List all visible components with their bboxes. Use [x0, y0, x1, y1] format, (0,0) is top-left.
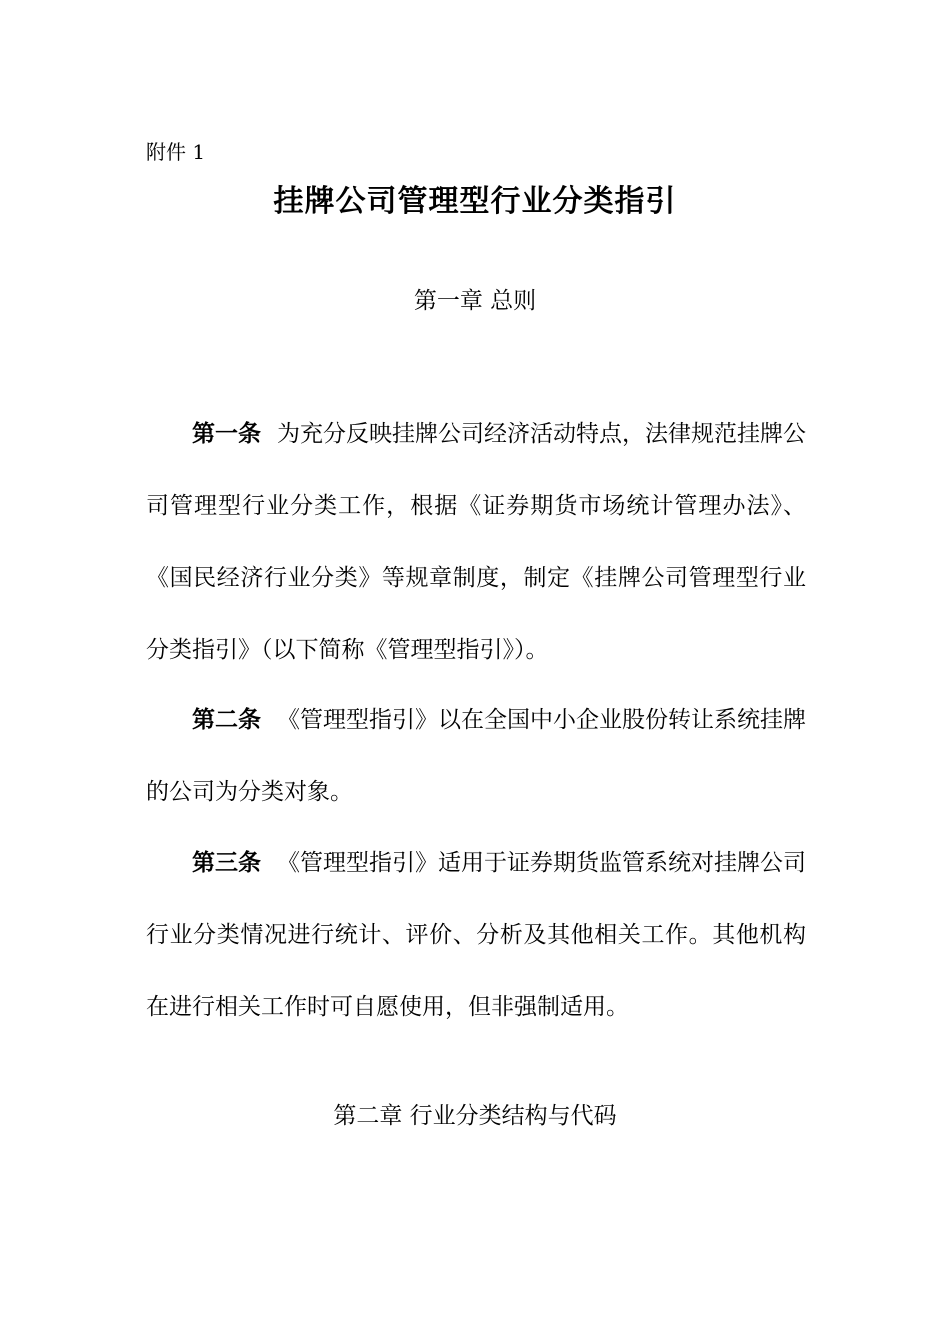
article-1: [146, 398, 806, 686]
document-title: 挂牌公司管理型行业分类指引: [273, 184, 677, 219]
chapter-heading-2: 第二章 行业分类结构与代码: [333, 1103, 617, 1129]
article-2: [146, 684, 806, 828]
article-3-text: 《管理型指引》适用于证券期货监管系统对挂牌公司行业分类情况进行统计、评价、分析及其他相关工作。其他机构在进行相关工作时可自愿使用，但非强制适用。: [146, 850, 806, 1020]
article-1-label: 第一条: [192, 421, 261, 447]
article-2-label: 第二条: [192, 707, 261, 733]
article-3-label: 第三条: [192, 850, 261, 876]
article-3: [146, 827, 806, 1043]
article-1-text: 为充分反映挂牌公司经济活动特点，法律规范挂牌公司管理型行业分类工作，根据《证券期货市场统计管理办法》、《国民经济行业分类》等规章制度，制定《挂牌公司管理型行业分类指引》（以下简称《管理型指引》）。: [146, 421, 806, 663]
chapter-heading-1: 第一章 总则: [413, 288, 537, 314]
attachment-label: 附件 1: [146, 140, 206, 164]
article-2-text: 《管理型指引》以在全国中小企业股份转让系统挂牌的公司为分类对象。: [146, 707, 806, 805]
